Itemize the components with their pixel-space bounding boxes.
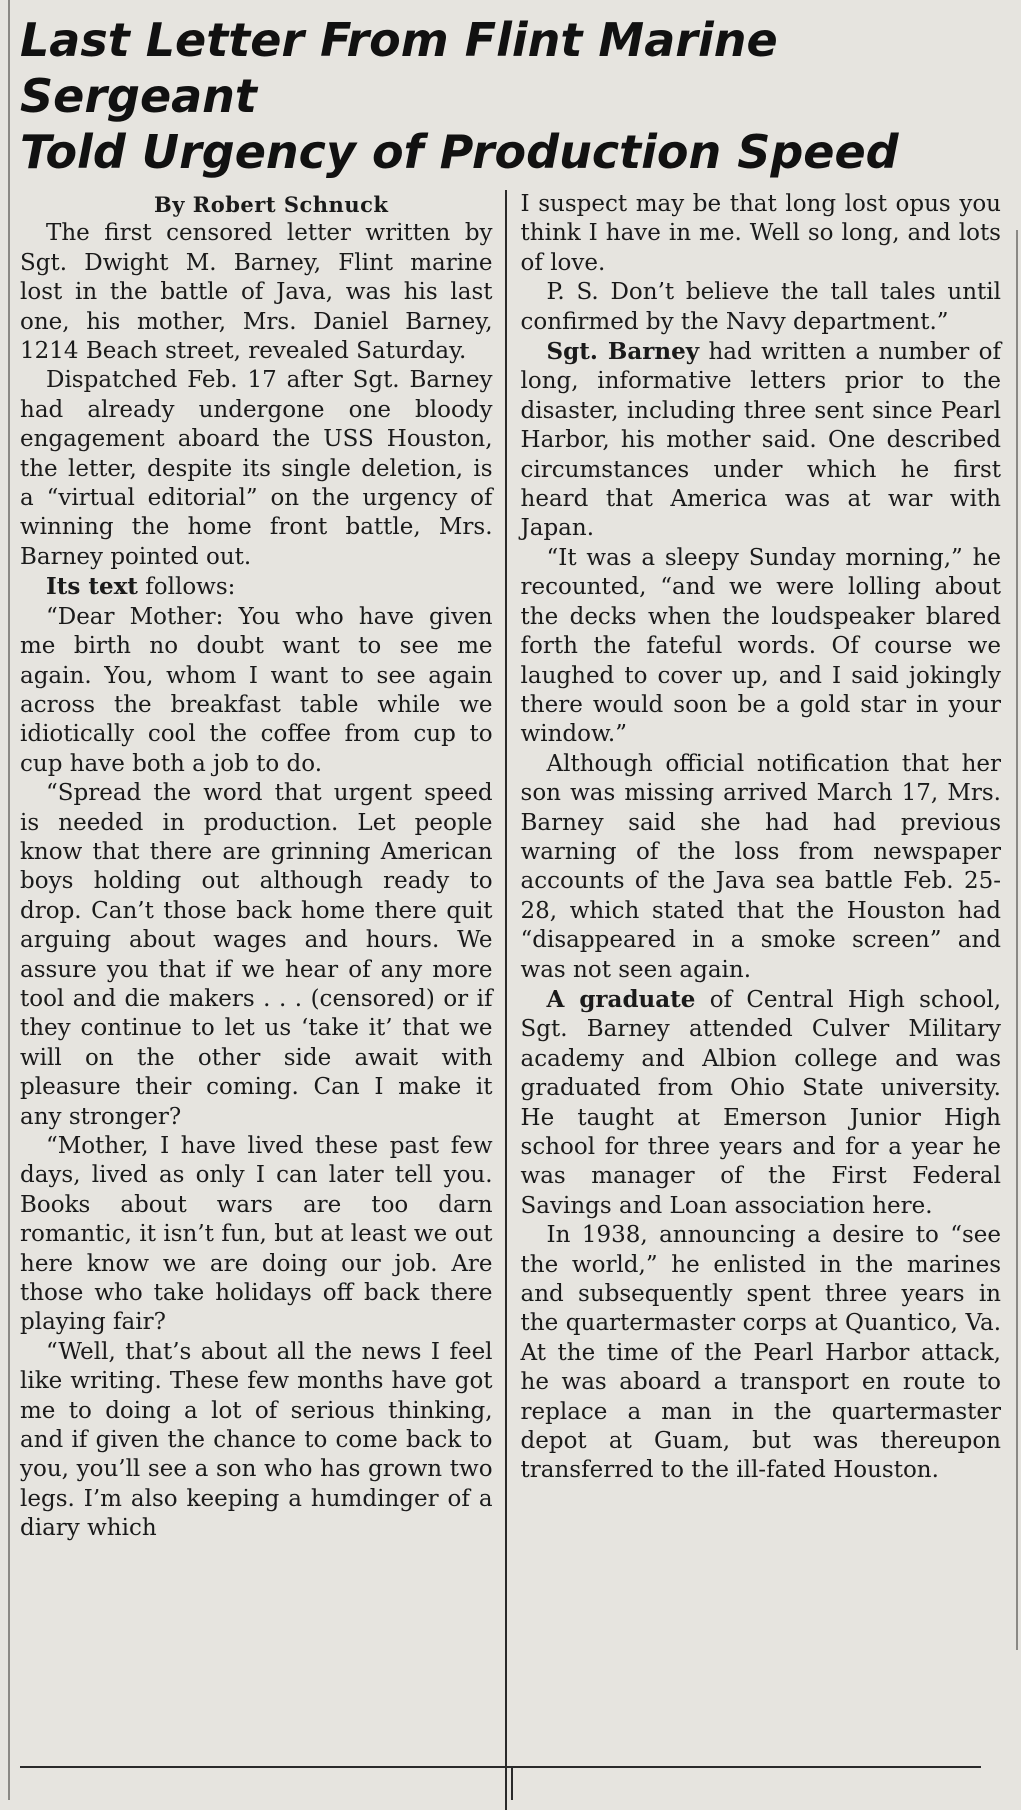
paragraph-text: P. S. Don’t believe the tall tales until confirmed by the Navy department.” (520, 279, 1001, 335)
paragraph (521, 190, 1001, 278)
paragraph-text: “It was a sleepy Sunday morning,” he recounted, “and we were lolling about the decks when the loudspeaker blared forth the fateful words. Of course we laughed to cover up, and I said jokingly there would soon be a gold star in your window.” (520, 544, 1001, 748)
byline: By Robert Schnuck (154, 192, 389, 217)
paragraph-text: “Dear Mother: You who have given me birth no doubt want to see me again. You, whom I want to see again across the breakfast table while we idiotically cool the coffee from cup to cup have both a job to do. (20, 603, 493, 777)
paragraph (20, 219, 493, 366)
headline-line-1: Last Letter From Flint Marine Sergeant (20, 13, 778, 123)
paragraph (20, 1338, 493, 1544)
paragraph (20, 779, 493, 1132)
left-column-paragraphs (20, 219, 493, 1543)
paragraph-text: of Central High school, Sgt. Barney attended Culver Military academy and Albion college and was graduated from Ohio State university. He taught at Emerson Junior High school for three years and for a year he was manager of the First Federal Savings and Loan association here. (520, 986, 1002, 1219)
bottom-divider-tick (511, 1768, 513, 1800)
paragraph (521, 985, 1001, 1221)
paragraph (20, 1132, 493, 1338)
paragraph (20, 366, 493, 572)
scan-edge-left (8, 0, 10, 1800)
paragraph-text: Dispatched Feb. 17 after Sgt. Barney had already undergone one bloody engagement aboard the USS Houston, the letter, despite its single deletion, is a “virtual editorial” on the urgency of winning the home front battle, Mrs. Barney pointed out. (20, 367, 493, 570)
paragraph (521, 337, 1001, 544)
paragraph-text: had written a number of long, informative letters prior to the disaster, including three sent since Pearl Harbor, his mother said. One described circumstances under which he first heard that America was at war with Japan. (520, 339, 1001, 542)
paragraph-lead: A graduate (546, 985, 696, 1013)
paragraph (20, 572, 493, 602)
paragraph-text: “Spread the word that urgent speed is needed in production. Let people know that there are grinning American boys holding out although ready to drop. Can’t those back home there quit arguing about wages and hours. We assure you that if we hear of any more tool and die makers . . . (censored) or if they continue to let us ‘take it’ that we will on the other side await with pleasure their coming. Can I make it any stronger? (20, 780, 493, 1130)
scan-edge-right (1016, 230, 1018, 1650)
left-column (20, 190, 505, 1810)
paragraph (521, 1221, 1001, 1486)
paragraph-text: “Well, that’s about all the news I feel like writing. These few months have got me to doing a lot of serious thinking, and if given the chance to come back to you, you’ll see a son who has grown two legs. I’m also keeping a humdinger of a diary which (20, 1338, 493, 1542)
paragraph (521, 750, 1001, 985)
article-body (20, 190, 1001, 1810)
right-column (507, 190, 1001, 1810)
paragraph (20, 603, 493, 779)
paragraph-text: “Mother, I have lived these past few days, lived as only I can later tell you. Books about wars are too darn romantic, it isn’t fun, but at least we out here know we are doing our job. Are those who take holidays off back there playing fair? (20, 1133, 493, 1336)
paragraph-text: follows: (137, 574, 236, 601)
paragraph (521, 544, 1001, 750)
paragraph-text: The first censored letter written by Sgt. Dwight M. Barney, Flint marine lost in the battle of Java, was his last one, his mother, Mrs. Daniel Barney, 1214 Beach street, revealed Saturday. (20, 220, 493, 365)
bottom-rule (20, 1766, 981, 1768)
paragraph (521, 278, 1001, 337)
paragraph-lead: Its text (46, 573, 138, 601)
paragraph-text: I suspect may be that long lost opus you think I have in me. Well so long, and lots of love. (520, 191, 1001, 276)
headline (20, 12, 1001, 180)
paragraph-text: Although official notification that her son was missing arrived March 17, Mrs. Barney said she had had previous warning of the loss from newspaper accounts of the Java sea battle Feb. 25-28, which stated that the Houston had “disappeared in a smoke screen” and was not seen again. (520, 750, 1001, 983)
paragraph-text: In 1938, announcing a desire to “see the world,” he enlisted in the marines and subsequently spent three years in the quartermaster corps at Quantico, Va. At the time of the Pearl Harbor attack, he was aboard a transport en route to replace a man in the quartermaster depot at Guam, but was thereupon transferred to the ill-fated Houston. (520, 1222, 1001, 1484)
headline-line-2: Told Urgency of Production Speed (20, 125, 899, 179)
right-column-paragraphs (521, 190, 1001, 1486)
paragraph-lead: Sgt. Barney (546, 338, 700, 366)
